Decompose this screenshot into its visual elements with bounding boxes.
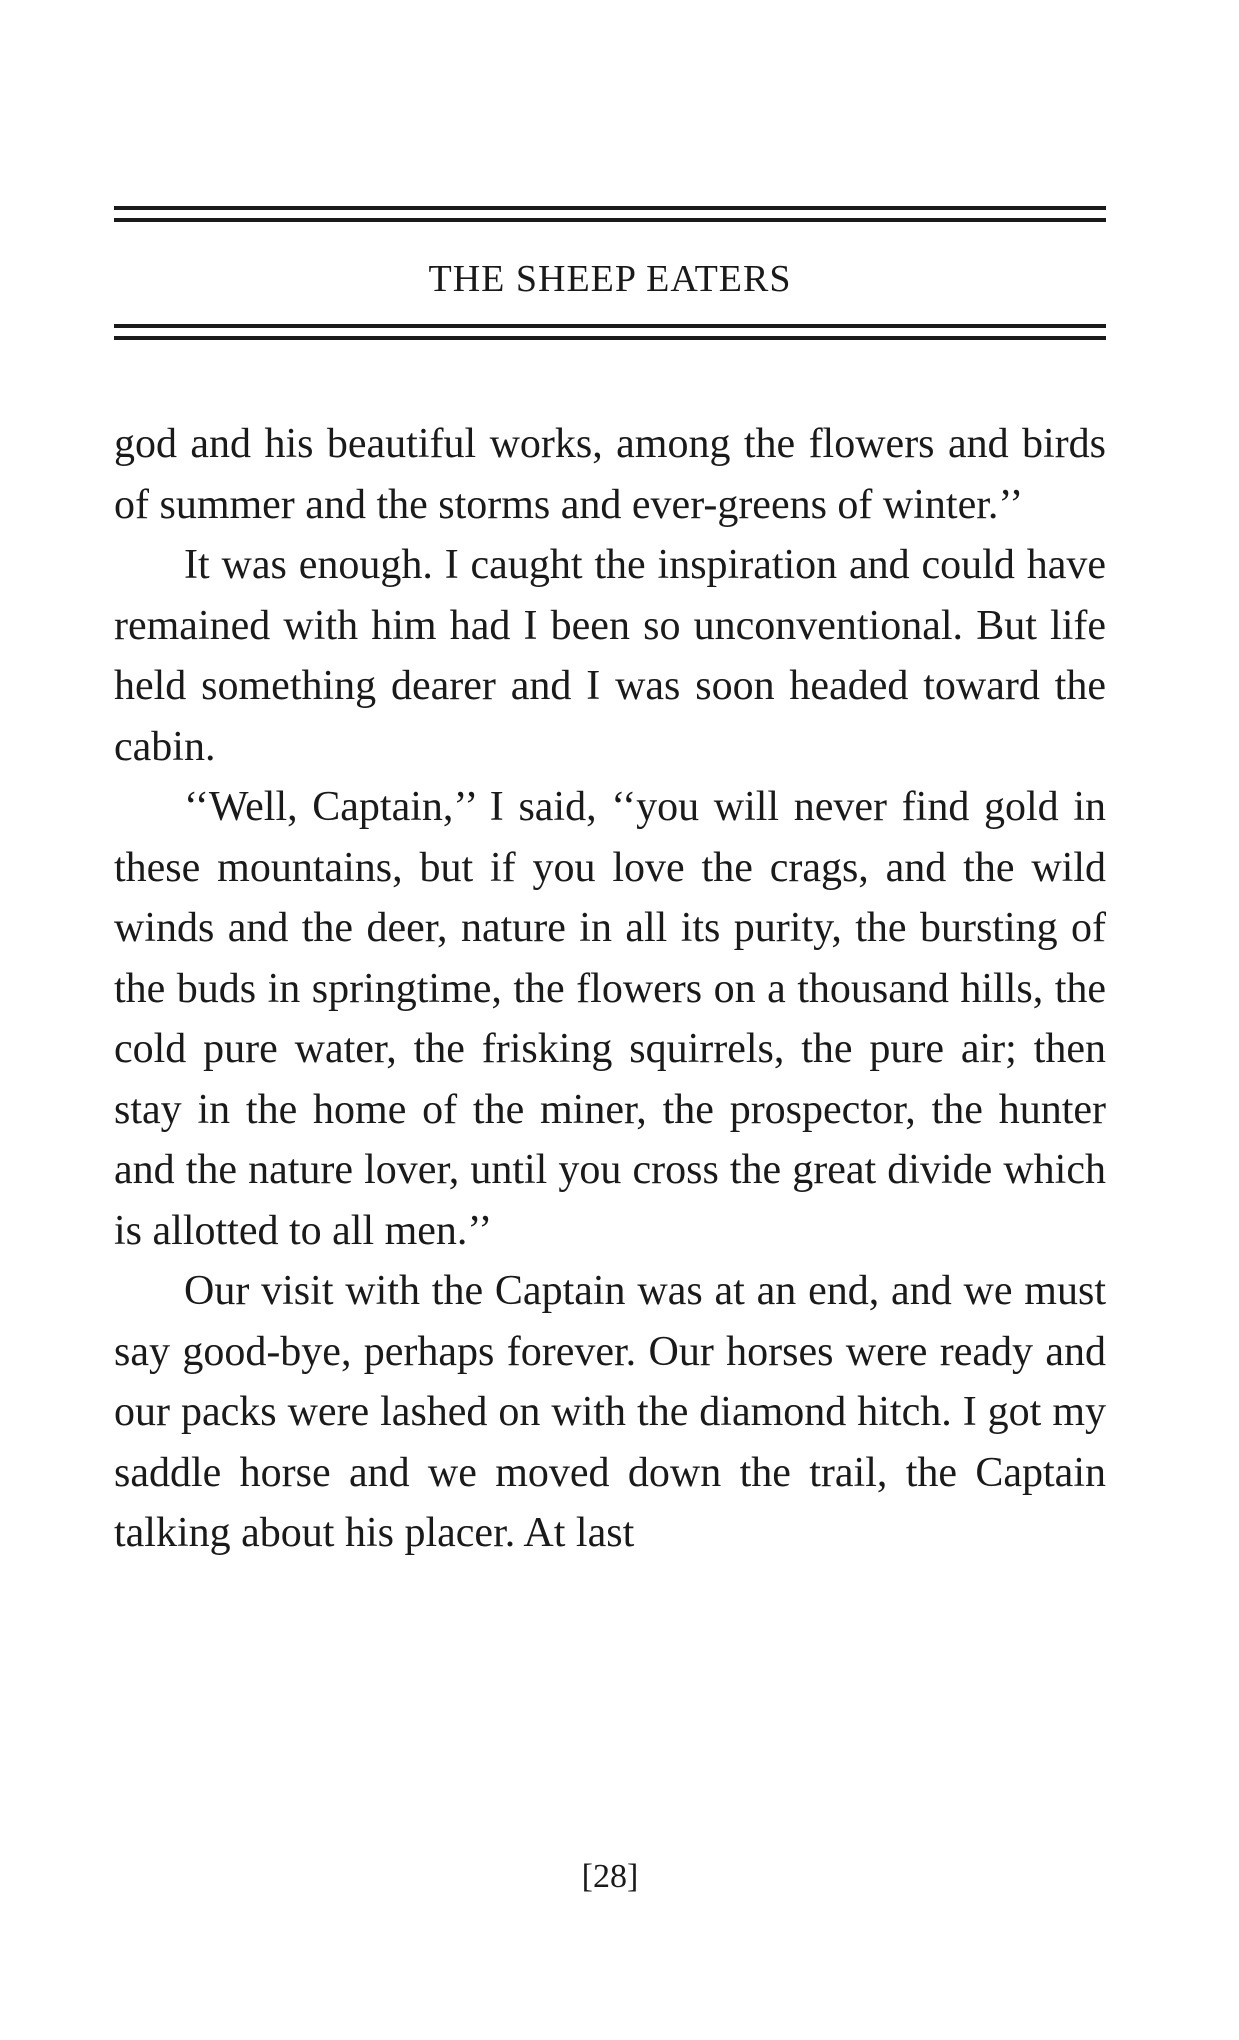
- paragraph-1: god and his beautiful works, among the flowers and birds of summer and the storms and ever-greens of winter.’’: [114, 421, 1106, 528]
- paragraph-2: It was enough. I caught the inspiration and could have remained with him had I been so unconventional. But life held something dearer and I was soon headed toward the cabin.: [114, 542, 1106, 770]
- paragraph-3: ‘‘Well, Captain,’’ I said, ‘‘you will never find gold in these mountains, but if you love the crags, and the wild winds and the deer, nature in all its purity, the bursting of the buds in springtime, the flowers on a thousand hills, the cold pure water, the frisking squirrels, the pure air; then stay in the home of the miner, the prospector, the hunter and the nature lover, until you cross the great divide which is allotted to all men.’’: [114, 784, 1106, 1254]
- body-text: [114, 414, 1106, 1564]
- header-top-rule: [114, 206, 1106, 230]
- header-bottom-rule-line-1: [114, 324, 1106, 328]
- page-number: [28]: [581, 1858, 639, 1895]
- header-top-rule-line-1: [114, 206, 1106, 210]
- running-title: THE SHEEP EATERS: [428, 258, 792, 300]
- header-bottom-rule: [114, 324, 1106, 348]
- header-bottom-rule-line-2: [114, 336, 1106, 340]
- header-top-rule-line-2: [114, 218, 1106, 222]
- paragraph-4: Our visit with the Captain was at an end, and we must say good-bye, perhaps forever. Our horses were ready and our packs were lashed on with the diamond hitch. I got my saddle horse and we moved down the trail, the Captain talking about his placer. At last: [114, 1268, 1106, 1556]
